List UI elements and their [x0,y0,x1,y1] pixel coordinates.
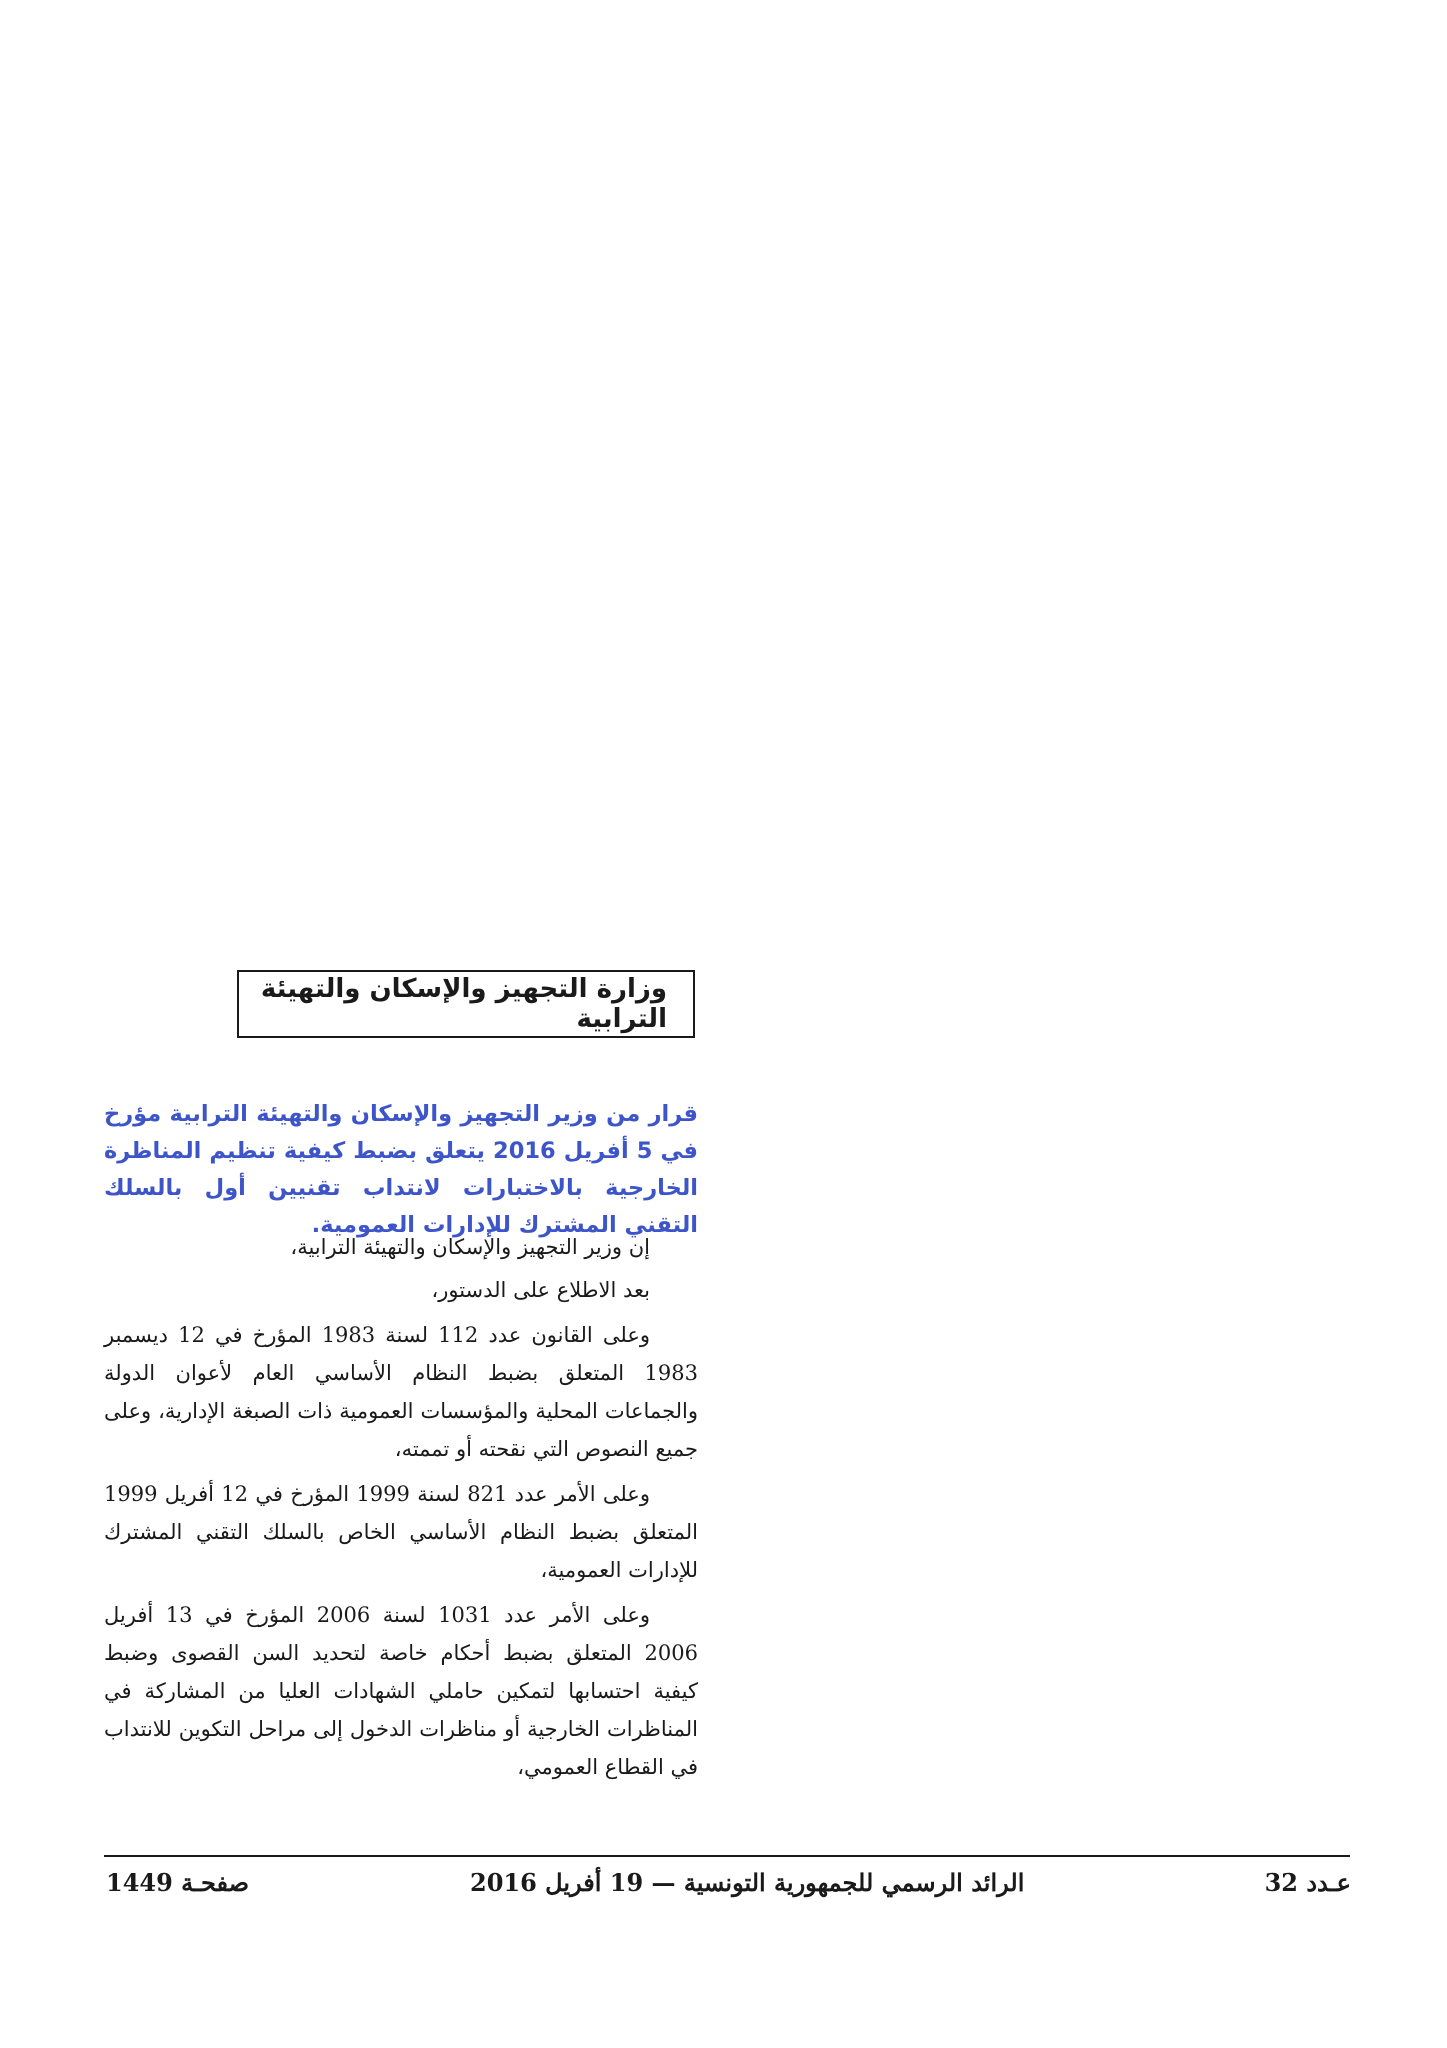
paragraph-preamble: إن وزير التجهيز والإسكان والتهيئة الترابية، [290,1235,650,1259]
footer-page-number: صفحـة 1449 [106,1868,250,1897]
paragraph-order-1031: وعلى الأمر عدد 1031 لسنة 2006 المؤرخ في 13 أفريل 2006 المتعلق بضبط أحكام خاصة لتحديد السن القصوى وضبط كيفية احتسابها لتمكين حاملي الشهادات العليا من المشاركة في المناظرات الخارجية أو مناظرات الدخول إلى مراحل التكوين للانتداب في القطاع العمومي، [104,1603,698,1779]
footer-rule [104,1855,1350,1857]
paragraph-constitution: بعد الاطلاع على الدستور، [431,1278,650,1302]
footer-issue: عـدد 32 [1264,1868,1351,1897]
ministry-heading-box [237,970,695,1038]
ministry-heading: وزارة التجهيز والإسكان والتهيئة الترابية [260,974,667,1034]
decree-title: قرار من وزير التجهيز والإسكان والتهيئة الترابية مؤرخ في 5 أفريل 2016 يتعلق بضبط كيفية تنظيم المناظرة الخارجية بالاختبارات لانتداب تقنيين أول بالسلك التقني المشترك للإدارات العمومية. [104,1101,698,1238]
paragraph-law-112: وعلى القانون عدد 112 لسنة 1983 المؤرخ في 12 ديسمبر 1983 المتعلق بضبط النظام الأساسي العام لأعوان الدولة والجماعات المحلية والمؤسسات العمومية ذات الصبغة الإدارية، وعلى جميع النصوص التي نقحته أو تممته، [104,1323,698,1461]
paragraph-order-821: وعلى الأمر عدد 821 لسنة 1999 المؤرخ في 12 أفريل 1999 المتعلق بضبط النظام الأساسي الخاص بالسلك التقني المشترك للإدارات العمومية، [104,1482,698,1582]
footer-journal: الرائد الرسمي للجمهورية التونسية — 19 أفريل 2016 [470,1868,1025,1897]
